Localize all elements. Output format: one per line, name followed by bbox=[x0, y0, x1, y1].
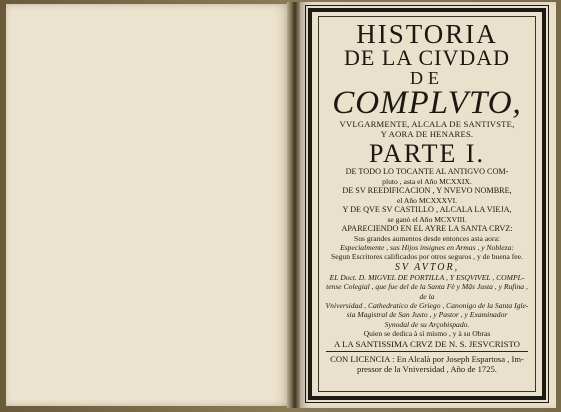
author-line-2: tense Colegial , que fue del de la Santa Fè y Mãs Justa , y Rufina , de la bbox=[326, 282, 528, 301]
title-line-6: Y AORA DE HENARES. bbox=[380, 129, 474, 139]
title-line-3: DE bbox=[410, 68, 444, 88]
author-heading: SV AVTOR, bbox=[394, 261, 460, 273]
subtitle-line-6: se ganò el Año MCXVIII. bbox=[387, 214, 467, 224]
title-line-2: DE LA CIVDAD bbox=[344, 45, 510, 70]
author-line-1: EL Doct. D. MIGVEL DE PORTILLA , Y ESQVIVEL , COMPL- bbox=[329, 272, 525, 282]
imprint-line-2: pressor de la Vniversidad , Año de 1725. bbox=[357, 363, 497, 374]
title-page bbox=[300, 2, 556, 408]
title-page-text bbox=[318, 16, 536, 392]
subtitle-line-4: el Año MCXXXVI. bbox=[396, 195, 458, 205]
imprint-line-1: CON LICENCIA : En Alcalà por Joseph Espartosa , Im- bbox=[330, 353, 524, 364]
title-line-1: HISTORIA bbox=[356, 19, 498, 49]
author-line-3: Vniversidad , Cathedratico de Griego , Canonigo de la Santa Igle- bbox=[325, 301, 529, 311]
dedication-line-2: A LA SANTISSIMA CRVZ DE N. S. JESVCRISTO bbox=[333, 338, 521, 349]
subtitle-line-2: pluto , asta el Año MCXXIX. bbox=[382, 176, 472, 186]
blank-left-page bbox=[6, 4, 290, 406]
ornamental-border bbox=[308, 8, 546, 400]
subtitle-line-5: Y DE QVE SV CASTILLO , ALCALA LA VIEJA, bbox=[342, 205, 512, 214]
author-line-5: Synodal de su Arçobispado. bbox=[384, 319, 470, 329]
book-gutter bbox=[287, 2, 301, 408]
part-heading: PARTE I. bbox=[368, 139, 486, 168]
subtitle-line-1: DE TODO LO TOCANTE AL ANTIGVO COM- bbox=[345, 167, 509, 176]
subtitle-line-3: DE SV REEDIFICACION , Y NVEVO NOMBRE, bbox=[342, 186, 512, 195]
subtitle-line-8: Sus grandes aumentos desde entonces asta aora: bbox=[354, 233, 500, 243]
subtitle-line-9: Especialmente , sus Hijos insignes en Armas , y Nobleza: bbox=[340, 243, 514, 252]
title-line-4: COMPLVTO, bbox=[332, 85, 522, 121]
title-line-5: VVLGARMENTE, ALCALA DE SANTIVSTE, bbox=[339, 119, 515, 129]
author-line-4: sia Magistral de San Justo , y Pastor , y Examinador bbox=[346, 310, 508, 320]
divider-rule bbox=[326, 351, 528, 352]
subtitle-line-7: APARECIENDO EN EL AYRE LA SANTA CRVZ: bbox=[341, 224, 513, 233]
subtitle-line-10: Segun Escritores calificados por otros seguros , y de buena fee. bbox=[331, 252, 523, 262]
dedication-line-1: Quien se dedica à sì mismo , y à su Obras bbox=[363, 329, 491, 339]
